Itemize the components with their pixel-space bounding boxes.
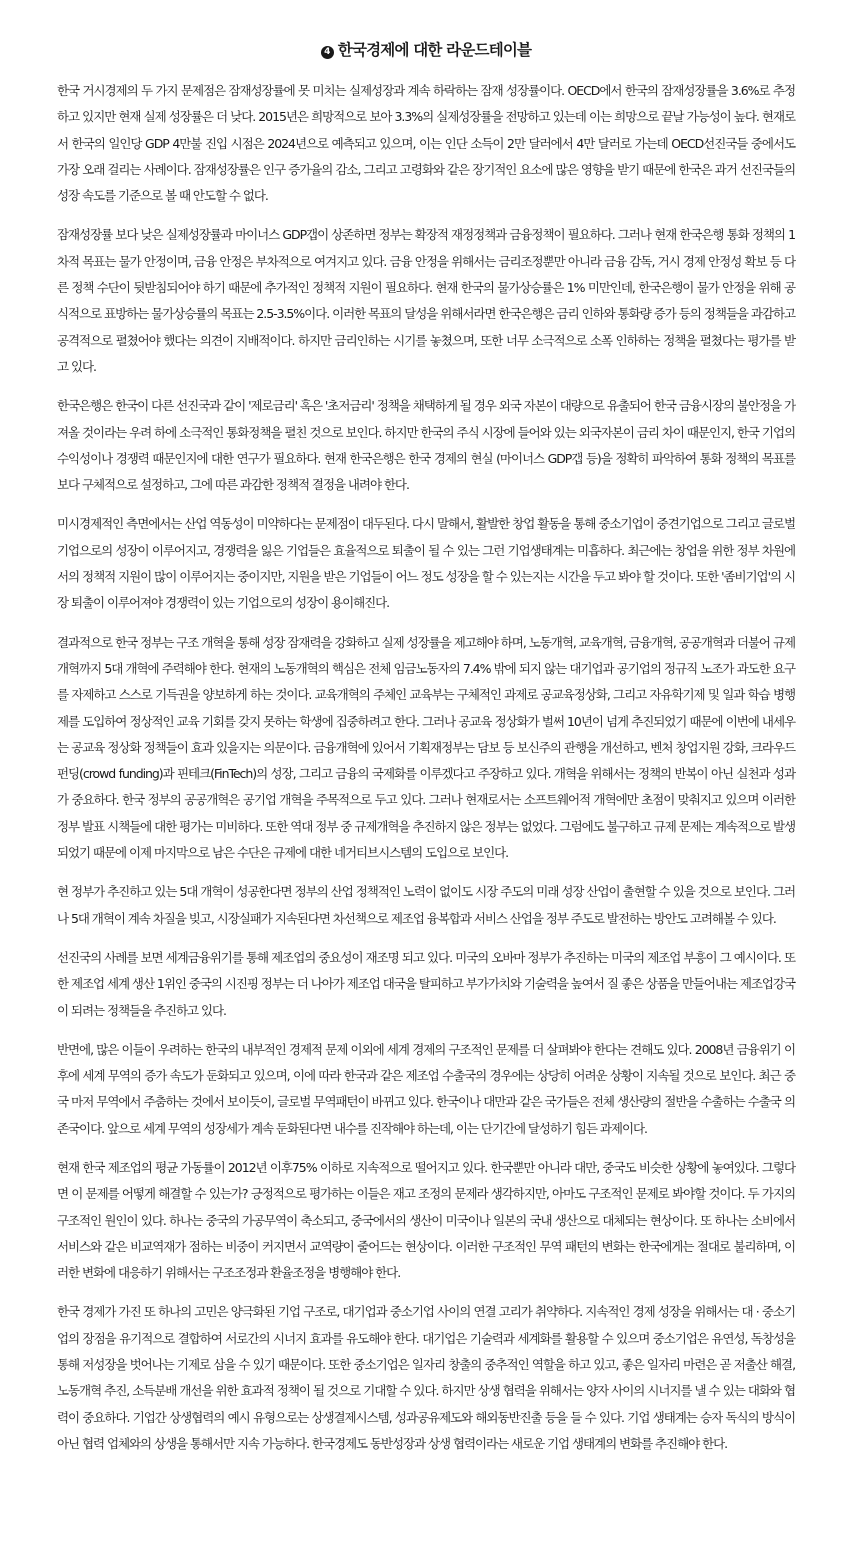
document-page [57, 40, 795, 1470]
paragraph-1: 한국 거시경제의 두 가지 문제점은 잠재성장률에 못 미치는 실제성장과 계속 하락하는 잠재 성장률이다. OECD에서 한국의 잠재성장률을 3.6%로 추정하고 있지만 현재 실제 성장률은 더 낮다. 2015년은 희망적으로 보아 3.3%의 실제성장률을 전망하고 있는데 이는 희망으로 끝날 가능성이 높다. 현재로서 한국의 일인당 GDP 4만불 진입 시점은 2024년으로 예측되고 있으며, 이는 인단 소득이 2만 달러에서 4만 달러로 가는데 OECD선진국들 중에서도 가장 오래 걸리는 사례이다. 잠재성장률은 인구 증가율의 감소, 그리고 고령화와 같은 장기적인 요소에 많은 영향을 받기 때문에 한국은 과거 선진국들의 성장 속도를 기준으로 볼 때 안도할 수 없다. [57, 83, 795, 204]
paragraph-4: 미시경제적인 측면에서는 산업 역동성이 미약하다는 문제점이 대두된다. 다시 말해서, 활발한 창업 활동을 통해 중소기업이 중견기업으로 그리고 글로벌 기업으로의 성장이 이루어지고, 경쟁력을 잃은 기업들은 효율적으로 퇴출이 될 수 있는 그런 기업생태계는 미흡하다. 최근에는 창업을 위한 정부 차원에서의 정책적 지원이 많이 이루어지는 중이지만, 지원을 받은 기업들이 어느 정도 성장을 할 수 있는지는 시간을 두고 봐야 할 것이다. 또한 '좀비기업'의 시장 퇴출이 이루어져야 경쟁력이 있는 기업으로의 성장이 용이해진다. [57, 516, 795, 611]
paragraph-8: 반면에, 많은 이들이 우려하는 한국의 내부적인 경제적 문제 이외에 세계 경제의 구조적인 문제를 더 살펴봐야 한다는 견해도 있다. 2008년 금융위기 이후에 세계 무역의 증가 속도가 둔화되고 있으며, 이에 따라 한국과 같은 제조업 수출국의 경우에는 상당히 어려운 상황이 지속될 것으로 보인다. 최근 중국 마저 무역에서 주춤하는 것에서 보이듯이, 글로벌 무역패턴이 바뀌고 있다. 한국이나 대만과 같은 국가들은 전체 생산량의 절반을 수출하는 수출국 의존국이다. 앞으로 세계 무역의 성장세가 계속 둔화된다면 내수를 진작해야 하는데, 이는 단기간에 달성하기 힘든 과제이다. [57, 1041, 795, 1136]
paragraph-6: 현 정부가 추진하고 있는 5대 개혁이 성공한다면 정부의 산업 정책적인 노력이 없이도 시장 주도의 미래 성장 산업이 출현할 수 있을 것으로 보인다. 그러나 5대 개혁이 계속 차질을 빚고, 시장실패가 지속된다면 차선책으로 제조업 융복합과 서비스 산업을 정부 주도로 발전하는 방안도 고려해볼 수 있다. [57, 884, 795, 926]
paragraph-7: 선진국의 사례를 보면 세계금융위기를 통해 제조업의 중요성이 재조명 되고 있다. 미국의 오바마 정부가 추진하는 미국의 제조업 부흥이 그 예시이다. 또한 제조업 세계 생산 1위인 중국의 시진핑 정부는 더 나아가 제조업 대국을 탈피하고 부가가치와 기술력을 높여서 질 좋은 상품을 만들어내는 제조업강국이 되려는 정책들을 추진하고 있다. [57, 949, 795, 1018]
paragraph-9: 현재 한국 제조업의 평균 가동률이 2012년 이후75% 이하로 지속적으로 떨어지고 있다. 한국뿐만 아니라 대만, 중국도 비슷한 상황에 놓여있다. 그렇다면 이 문제를 어떻게 해결할 수 있는가? 긍정적으로 평가하는 이들은 재고 조정의 문제라 생각하지만, 아마도 구조적인 문제로 봐야할 것이다. 두 가지의 구조적인 원인이 있다. 하나는 중국의 가공무역이 축소되고, 중국에서의 생산이 미국이나 일본의 국내 생산으로 대체되는 현상이다. 또 하나는 소비에서 서비스와 같은 비교역재가 점하는 비중이 커지면서 교역량이 줄어드는 현상이다. 이러한 구조적인 무역 패턴의 변화는 한국에게는 절대로 불리하며, 이러한 변화에 대응하기 위해서는 구조조정과 환율조정을 병행해야 한다. [57, 1159, 795, 1281]
section-title [57, 40, 795, 60]
section-title-text: 한국경제에 대한 라운드테이블 [337, 41, 532, 59]
section-number-badge: 4 [321, 46, 334, 59]
paragraph-10: 한국 경제가 가진 또 하나의 고민은 양극화된 기업 구조로, 대기업과 중소기업 사이의 연결 고리가 취약하다. 지속적인 경제 성장을 위해서는 대 · 중소기업의 장점을 유기적으로 결합하여 서로간의 시너지 효과를 유도해야 한다. 대기업은 기술력과 세계화를 활용할 수 있으며 중소기업은 유연성, 독창성을 통해 저성장을 벗어나는 기제로 삼을 수 있기 때문이다. 또한 중소기업은 일자리 창출의 중추적인 역할을 하고 있고, 좋은 일자리 마련은 곧 저출산 해결, 노동개혁 추진, 소득분배 개선을 위한 효과적 정책이 될 것으로 기대할 수 있다. 하지만 상생 협력을 위해서는 양자 사이의 시너지를 낼 수 있는 대화와 협력이 중요하다. 기업간 상생협력의 예시 유형으로는 상생결제시스템, 성과공유제도와 해외동반진출 등을 들 수 있다. 기업 생태계는 승자 독식의 방식이 아닌 협력 업체와의 상생을 통해서만 지속 가능하다. 한국경제도 동반성장과 상생 협력이라는 새로운 기업 생태계의 변화를 추진해야 한다. [57, 1304, 795, 1451]
paragraph-5: 결과적으로 한국 정부는 구조 개혁을 통해 성장 잠재력을 강화하고 실제 성장률을 제고해야 하며, 노동개혁, 교육개혁, 금융개혁, 공공개혁과 더불어 규제개혁까지 5대 개혁에 주력해야 한다. 현재의 노동개혁의 핵심은 전체 임금노동자의 7.4% 밖에 되지 않는 대기업과 공기업의 정규직 노조가 과도한 요구를 자제하고 스스로 기득권을 양보하게 하는 것이다. 교육개혁의 주체인 교육부는 구체적인 과제로 공교육정상화, 그리고 자유학기제 및 일과 학습 병행제를 도입하여 정상적인 교육 기회를 갖지 못하는 학생에 집중하려고 한다. 그러나 공교육 정상화가 벌써 10년이 넘게 추진되었기 때문에 이번에 내세우는 공교육 정상화 정책들이 효과 있을지는 의문이다. 금융개혁에 있어서 기획재정부는 담보 등 보신주의 관행을 개선하고, 벤처 창업지원 강화, 크라우드 펀딩(crowd funding)과 핀테크(FinTech)의 성장, 그리고 금융의 국제화를 이루겠다고 주장하고 있다. 개혁을 위해서는 정책의 반복이 아닌 실천과 성과가 중요하다. 한국 정부의 공공개혁은 공기업 개혁을 주목적으로 두고 있다. 그러나 현재로서는 소프트웨어적 개혁에만 초점이 맞춰지고 있으며 이러한 정부 발표 시책들에 대한 평가는 미비하다. 또한 역대 정부 중 규제개혁을 추진하지 않은 정부는 없었다. 그럼에도 불구하고 규제 문제는 계속적으로 발생되었기 때문에 이제 마지막으로 남은 수단은 규제에 대한 네거티브시스템의 도입으로 보인다. [57, 634, 795, 861]
paragraph-2: 잠재성장률 보다 낮은 실제성장률과 마이너스 GDP갭이 상존하면 정부는 확장적 재정정책과 금융정책이 필요하다. 그러나 현재 한국은행 통화 정책의 1차적 목표는 물가 안정이며, 금융 안정은 부차적으로 여겨지고 있다. 금융 안정을 위해서는 금리조정뿐만 아니라 금융 감독, 거시 경제 안정성 확보 등 다른 정책 수단이 뒷받침되어야 하기 때문에 추가적인 정책적 지원이 필요하다. 현재 한국의 물가상승률은 1% 미만인데, 한국은행이 물가 안정을 위해 공식적으로 표방하는 물가상승률의 목표는 2.5-3.5%이다. 이러한 목표의 달성을 위해서라면 한국은행은 금리 인하와 통화량 증가 등의 정책들을 과감하고 공격적으로 펼쳤어야 했다는 의견이 지배적이다. 하지만 금리인하는 시기를 놓쳤으며, 또한 너무 소극적으로 소폭 인하하는 정책을 펼쳤다는 평가를 받고 있다. [57, 227, 795, 374]
paragraph-3: 한국은행은 한국이 다른 선진국과 같이 '제로금리' 혹은 '초저금리' 정책을 채택하게 될 경우 외국 자본이 대량으로 유출되어 한국 금융시장의 불안정을 가져올 것이라는 우려 하에 소극적인 통화정책을 펼친 것으로 보인다. 하지만 한국의 주식 시장에 들어와 있는 외국자본이 금리 차이 때문인지, 한국 기업의 수익성이나 경쟁력 때문인지에 대한 연구가 필요하다. 현재 한국은행은 한국 경제의 현실 (마이너스 GDP갭 등)을 정확히 파악하여 통화 정책의 목표를 보다 구체적으로 설정하고, 그에 따른 과감한 정책적 결정을 내려야 한다. [57, 398, 795, 493]
